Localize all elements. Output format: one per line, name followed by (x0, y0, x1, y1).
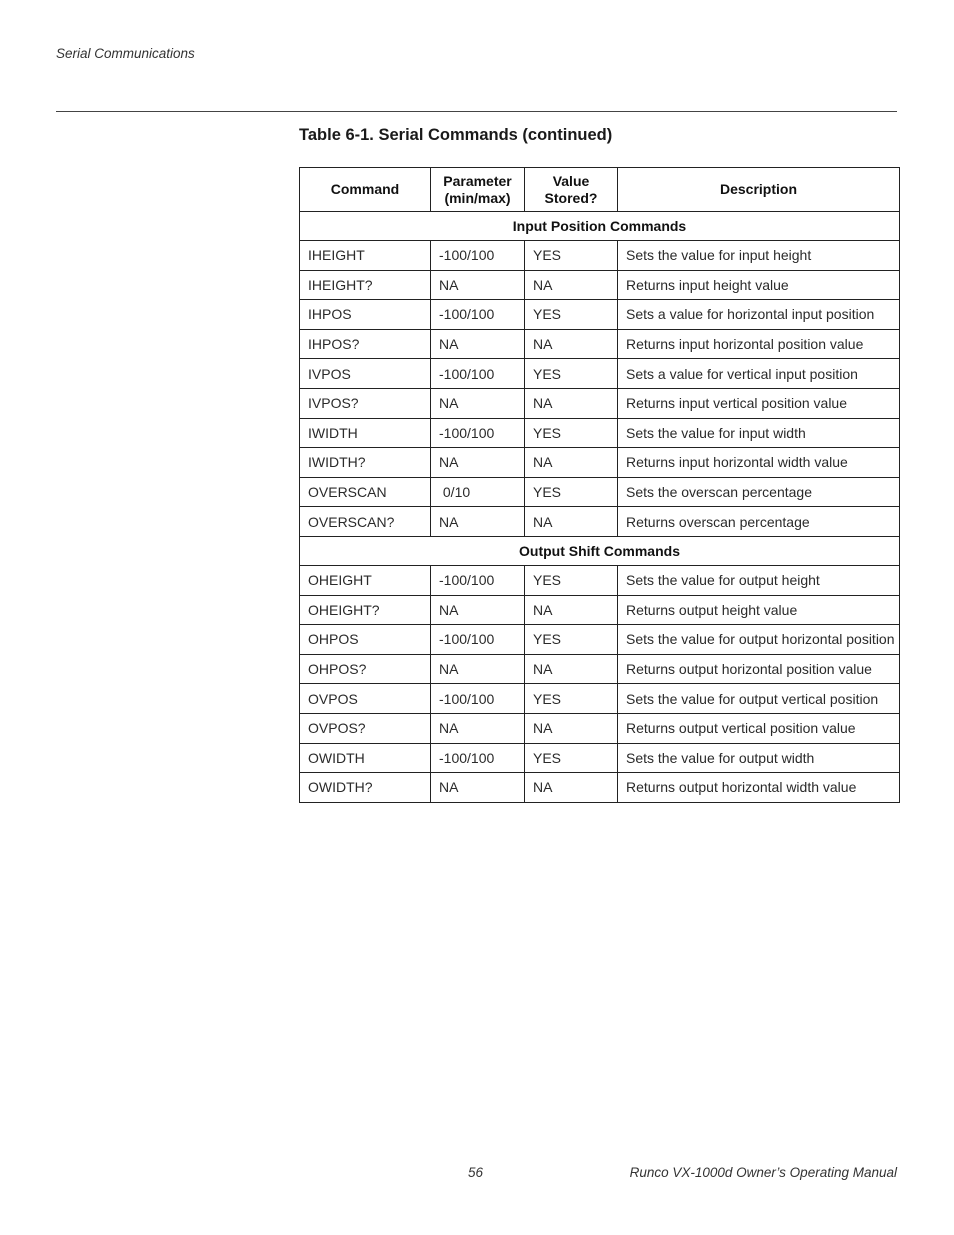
table-row (300, 773, 900, 803)
table-row (300, 329, 900, 359)
cell-description: Sets the value for input width (618, 418, 900, 448)
cell-command: OWIDTH? (300, 773, 431, 803)
cell-description: Returns output height value (618, 595, 900, 625)
cell-command: IHPOS (300, 300, 431, 330)
cell-parameter: NA (431, 388, 525, 418)
cell-parameter: -100/100 (431, 300, 525, 330)
cell-command: OWIDTH (300, 743, 431, 773)
table-row (300, 507, 900, 537)
cell-value-stored: YES (525, 743, 618, 773)
cell-parameter: NA (431, 713, 525, 743)
cell-description: Sets the value for output width (618, 743, 900, 773)
cell-parameter: -100/100 (431, 625, 525, 655)
cell-value-stored: NA (525, 507, 618, 537)
cell-value-stored: NA (525, 270, 618, 300)
cell-description: Returns input horizontal width value (618, 448, 900, 478)
table-row (300, 625, 900, 655)
cell-parameter: -100/100 (431, 565, 525, 595)
table-row (300, 654, 900, 684)
cell-parameter: NA (431, 595, 525, 625)
cell-command: OVERSCAN? (300, 507, 431, 537)
cell-command: IVPOS (300, 359, 431, 389)
cell-command: IHEIGHT? (300, 270, 431, 300)
cell-command: OVPOS? (300, 713, 431, 743)
table-row (300, 743, 900, 773)
cell-command: IHEIGHT (300, 241, 431, 271)
table-row (300, 359, 900, 389)
table-row (300, 300, 900, 330)
cell-command: OHPOS (300, 625, 431, 655)
cell-description: Sets the value for output horizontal position (618, 625, 900, 655)
cell-command: IVPOS? (300, 388, 431, 418)
table-row (300, 241, 900, 271)
cell-value-stored: NA (525, 654, 618, 684)
cell-description: Returns input vertical position value (618, 388, 900, 418)
table-row (300, 684, 900, 714)
cell-value-stored: NA (525, 595, 618, 625)
column-header-value-stored: Value Stored? (525, 168, 618, 212)
cell-description: Sets a value for vertical input position (618, 359, 900, 389)
cell-command: IWIDTH (300, 418, 431, 448)
cell-description: Returns output horizontal position value (618, 654, 900, 684)
cell-value-stored: NA (525, 388, 618, 418)
section-row (300, 212, 900, 241)
cell-command: IWIDTH? (300, 448, 431, 478)
running-header: Serial Communications (56, 46, 195, 61)
section-title: Output Shift Commands (300, 536, 900, 565)
table-row (300, 477, 900, 507)
table-row (300, 595, 900, 625)
cell-parameter: -100/100 (431, 418, 525, 448)
cell-description: Returns input height value (618, 270, 900, 300)
cell-value-stored: YES (525, 359, 618, 389)
cell-command: OVERSCAN (300, 477, 431, 507)
serial-commands-table (299, 167, 900, 803)
cell-value-stored: NA (525, 448, 618, 478)
cell-value-stored: NA (525, 713, 618, 743)
section-row (300, 536, 900, 565)
cell-parameter: NA (431, 448, 525, 478)
cell-description: Returns output vertical position value (618, 713, 900, 743)
table-row (300, 713, 900, 743)
table-header-row (300, 168, 900, 212)
cell-command: OHEIGHT (300, 565, 431, 595)
cell-parameter: NA (431, 507, 525, 537)
cell-parameter: -100/100 (431, 743, 525, 773)
manual-title: Runco VX-1000d Owner’s Operating Manual (629, 1165, 897, 1180)
cell-value-stored: YES (525, 300, 618, 330)
header-rule (56, 111, 897, 112)
cell-command: OHPOS? (300, 654, 431, 684)
cell-value-stored: YES (525, 684, 618, 714)
cell-value-stored: YES (525, 625, 618, 655)
cell-value-stored: YES (525, 241, 618, 271)
cell-description: Returns input horizontal position value (618, 329, 900, 359)
table-row (300, 565, 900, 595)
cell-value-stored: NA (525, 329, 618, 359)
cell-parameter: -100/100 (431, 684, 525, 714)
cell-value-stored: YES (525, 565, 618, 595)
column-header-description: Description (618, 168, 900, 212)
cell-value-stored: NA (525, 773, 618, 803)
cell-description: Sets the overscan percentage (618, 477, 900, 507)
cell-command: OVPOS (300, 684, 431, 714)
cell-parameter: -100/100 (431, 241, 525, 271)
column-header-command: Command (300, 168, 431, 212)
column-header-parameter: Parameter (min/max) (431, 168, 525, 212)
cell-parameter: NA (431, 270, 525, 300)
cell-command: OHEIGHT? (300, 595, 431, 625)
page-number: 56 (468, 1165, 484, 1180)
table-title: Table 6-1. Serial Commands (continued) (299, 126, 613, 144)
cell-parameter: NA (431, 654, 525, 684)
cell-value-stored: YES (525, 418, 618, 448)
table-row (300, 448, 900, 478)
table-row (300, 418, 900, 448)
cell-description: Sets the value for input height (618, 241, 900, 271)
cell-value-stored: YES (525, 477, 618, 507)
table-row (300, 270, 900, 300)
cell-description: Returns overscan percentage (618, 507, 900, 537)
cell-command: IHPOS? (300, 329, 431, 359)
cell-description: Returns output horizontal width value (618, 773, 900, 803)
cell-description: Sets the value for output height (618, 565, 900, 595)
cell-parameter: 0/10 (431, 477, 525, 507)
table-row (300, 388, 900, 418)
section-title: Input Position Commands (300, 212, 900, 241)
table-body (300, 212, 900, 803)
cell-parameter: NA (431, 773, 525, 803)
cell-description: Sets the value for output vertical position (618, 684, 900, 714)
cell-parameter: -100/100 (431, 359, 525, 389)
cell-parameter: NA (431, 329, 525, 359)
cell-description: Sets a value for horizontal input position (618, 300, 900, 330)
